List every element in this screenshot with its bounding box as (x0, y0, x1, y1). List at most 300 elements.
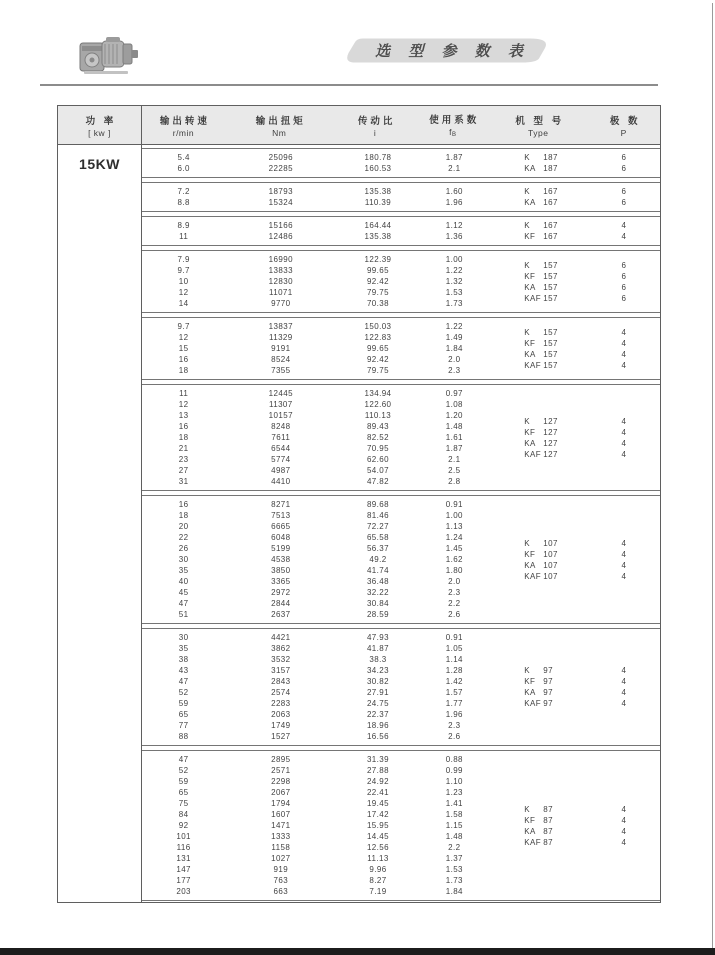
service-factor-label: 使用系数 (429, 115, 480, 126)
data-row (142, 565, 489, 576)
service-factor-cell: 1.53 (445, 865, 463, 874)
ratio-cell: 150.03 (364, 322, 392, 331)
model-type (524, 538, 587, 549)
model-size: 97 (543, 688, 553, 697)
data-row (142, 465, 489, 476)
output-speed-cell: 101 (176, 832, 191, 841)
parameter-group (142, 384, 660, 491)
output-speed-header (142, 106, 225, 144)
model-size: 157 (543, 271, 558, 281)
output-speed-cell: 12 (178, 288, 189, 297)
output-speed-cell: 23 (178, 455, 189, 464)
ratio-cell: 92.42 (366, 277, 389, 286)
model-prefix: KAF (524, 360, 542, 370)
service-factor-cell: 0.88 (445, 755, 463, 764)
ratio-cell: 79.75 (366, 288, 389, 297)
output-torque-cell: 8248 (271, 422, 291, 431)
service-factor-cell: 1.53 (445, 288, 463, 297)
output-torque-cell: 11329 (268, 333, 293, 342)
service-factor-cell: 1.20 (445, 411, 463, 420)
service-factor-cell: 2.2 (448, 843, 461, 852)
pole-count: 4 (621, 666, 626, 675)
pole-count: 4 (621, 826, 626, 836)
model-size: 107 (543, 549, 558, 559)
data-row (142, 499, 489, 510)
model-type (524, 837, 587, 848)
output-speed-cell: 75 (178, 799, 189, 808)
model-type (524, 665, 587, 676)
ratio-cell: 72.27 (366, 522, 389, 531)
data-row (142, 720, 489, 731)
model-size: 157 (543, 260, 558, 270)
ratio-cell: 18.96 (366, 721, 389, 730)
model-type (524, 416, 587, 427)
output-speed-cell: 52 (178, 766, 189, 775)
output-torque-cell: 11071 (268, 288, 293, 297)
model-size: 157 (543, 360, 558, 370)
model-prefix: KAF (524, 699, 542, 708)
ratio-cell: 22.37 (366, 710, 389, 719)
data-row (142, 388, 489, 399)
service-factor-cell: 1.22 (445, 266, 463, 275)
output-torque-cell: 3157 (271, 666, 291, 675)
header-divider (40, 84, 658, 86)
service-factor-cell: 1.96 (445, 198, 463, 207)
output-speed-cell: 116 (176, 843, 191, 852)
output-torque-cell: 9191 (271, 344, 291, 353)
output-torque-cell: 919 (273, 865, 289, 874)
service-factor-cell: 2.1 (448, 164, 461, 173)
model-prefix: KAF (524, 293, 542, 303)
model-size: 107 (543, 538, 558, 548)
model-prefix: K (524, 260, 531, 270)
output-speed-cell: 147 (176, 865, 191, 874)
ratio-label: 传动比 (357, 115, 396, 127)
model-type (524, 231, 587, 242)
model-prefix: KA (524, 438, 536, 448)
pole-count: 4 (621, 571, 626, 581)
model-size: 97 (543, 666, 553, 675)
model-size: 187 (543, 164, 558, 173)
output-speed-cell: 35 (178, 566, 189, 575)
model-type (524, 804, 587, 815)
model-size: 107 (543, 571, 558, 581)
model-size: 97 (543, 677, 553, 686)
service-factor-cell: 1.12 (445, 221, 463, 230)
data-row (142, 587, 489, 598)
output-speed-cell: 27 (178, 466, 189, 475)
service-factor-cell: 2.6 (448, 732, 461, 741)
model-size: 187 (543, 153, 558, 162)
model-type (524, 163, 587, 174)
data-row (142, 864, 489, 875)
model-header (489, 106, 587, 144)
pole-count: 4 (621, 338, 626, 348)
ratio-cell: 70.38 (366, 299, 389, 308)
ratio-cell: 47.82 (366, 477, 389, 486)
service-factor-cell: 1.60 (445, 187, 463, 196)
service-factor-cell: 1.61 (445, 433, 463, 442)
ratio-cell: 41.74 (366, 566, 389, 575)
output-torque-cell: 1607 (271, 810, 291, 819)
output-speed-cell: 6.0 (177, 164, 190, 173)
ratio-cell: 17.42 (366, 810, 389, 819)
ratio-cell: 135.38 (364, 187, 392, 196)
output-torque-unit: Nm (272, 127, 287, 138)
model-size: 167 (543, 232, 558, 241)
output-torque-cell: 5199 (271, 544, 291, 553)
group-types (489, 186, 587, 208)
service-factor-cell: 2.8 (448, 477, 461, 486)
service-factor-cell: 1.14 (445, 655, 463, 664)
output-torque-cell: 4538 (271, 555, 291, 564)
data-row (142, 731, 489, 742)
output-torque-cell: 8271 (271, 500, 291, 509)
service-factor-cell: 1.49 (445, 333, 463, 342)
model-prefix: KF (524, 815, 536, 825)
data-row (142, 554, 489, 565)
pole-count: 6 (621, 198, 626, 207)
group-poles (587, 186, 660, 208)
group-rows (142, 632, 489, 742)
output-speed-cell: 21 (178, 444, 189, 453)
output-torque-cell: 2067 (271, 788, 291, 797)
model-type (524, 560, 587, 571)
pole-count: 6 (621, 164, 626, 173)
output-torque-cell: 4421 (271, 633, 291, 642)
model-type (524, 197, 587, 208)
output-speed-cell: 9.7 (177, 322, 190, 331)
output-torque-cell: 10157 (268, 411, 293, 420)
service-factor-cell: 0.91 (445, 500, 463, 509)
group-rows (142, 321, 489, 376)
output-speed-cell: 45 (178, 588, 189, 597)
data-row (142, 598, 489, 609)
ratio-cell: 34.23 (366, 666, 389, 675)
model-size: 127 (543, 449, 558, 459)
group-rows (142, 220, 489, 242)
pole-count: 4 (621, 327, 626, 337)
output-torque-cell: 13833 (268, 266, 293, 275)
model-type (524, 260, 587, 271)
group-rows (142, 388, 489, 487)
model-prefix: KF (524, 232, 536, 241)
group-types (489, 632, 587, 742)
service-factor-cell: 1.15 (445, 821, 463, 830)
output-speed-cell: 52 (178, 688, 189, 697)
output-torque-cell: 12445 (268, 389, 293, 398)
output-speed-cell: 35 (178, 644, 189, 653)
output-torque-cell: 15324 (268, 198, 293, 207)
service-factor-cell: 1.05 (445, 644, 463, 653)
ratio-cell: 31.39 (366, 755, 389, 764)
output-torque-cell: 1527 (271, 732, 291, 741)
model-size: 167 (543, 187, 558, 196)
pole-count: 4 (621, 538, 626, 548)
ratio-cell: 82.52 (366, 433, 389, 442)
ratio-cell: 8.27 (369, 876, 387, 885)
data-row (142, 163, 489, 174)
output-speed-cell: 203 (176, 887, 191, 896)
pole-count: 4 (621, 677, 626, 686)
ratio-cell: 99.65 (366, 344, 389, 353)
output-torque-cell: 3365 (271, 577, 291, 586)
ratio-cell: 110.39 (364, 198, 392, 207)
service-factor-cell: 2.0 (448, 577, 461, 586)
service-factor-cell: 1.00 (445, 255, 463, 264)
output-torque-cell: 1027 (271, 854, 291, 863)
output-torque-cell: 1794 (271, 799, 291, 808)
group-poles (587, 632, 660, 742)
model-type (524, 438, 587, 449)
output-torque-cell: 1158 (271, 843, 291, 852)
service-factor-cell: 1.87 (445, 153, 463, 162)
pole-count: 6 (621, 153, 626, 162)
data-row (142, 410, 489, 421)
output-torque-cell: 2571 (271, 766, 291, 775)
ratio-header (334, 106, 417, 144)
output-speed-cell: 47 (178, 755, 189, 764)
group-types (489, 220, 587, 242)
model-label: 机 型 号 (515, 115, 565, 127)
output-torque-cell: 7513 (271, 511, 291, 520)
service-factor-cell: 1.28 (445, 666, 463, 675)
model-prefix: K (524, 416, 531, 426)
model-prefix: KA (524, 198, 536, 207)
service-factor-cell: 1.13 (445, 522, 463, 531)
service-factor-cell: 1.84 (445, 887, 463, 896)
service-factor-cell: 1.77 (445, 699, 463, 708)
output-torque-cell: 2843 (271, 677, 291, 686)
ratio-cell: 49.2 (369, 555, 387, 564)
service-factor-cell: 0.99 (445, 766, 463, 775)
model-size: 87 (543, 826, 553, 836)
parameter-group (142, 216, 660, 246)
ratio-cell: 11.13 (367, 854, 389, 863)
model-size: 87 (543, 837, 553, 847)
service-factor-cell: 1.22 (445, 322, 463, 331)
data-row (142, 609, 489, 620)
model-size: 127 (543, 438, 558, 448)
output-torque-cell: 15166 (268, 221, 293, 230)
pole-count: 6 (621, 282, 626, 292)
output-torque-cell: 2283 (271, 699, 291, 708)
pole-count: 4 (621, 804, 626, 814)
data-row (142, 343, 489, 354)
model-prefix: K (524, 221, 531, 230)
ratio-cell: 180.78 (364, 153, 392, 162)
group-types (489, 254, 587, 309)
output-speed-cell: 7.9 (177, 255, 190, 264)
output-torque-cell: 763 (273, 876, 289, 885)
model-type (524, 282, 587, 293)
selection-parameter-table (57, 105, 661, 903)
model-type (524, 220, 587, 231)
model-type (524, 571, 587, 582)
data-row (142, 443, 489, 454)
ratio-cell: 56.37 (366, 544, 389, 553)
service-factor-cell: 2.1 (448, 455, 461, 464)
data-row (142, 197, 489, 208)
ratio-cell: 12.56 (366, 843, 389, 852)
output-speed-cell: 11 (179, 232, 189, 241)
pole-count: 4 (621, 438, 626, 448)
service-factor-cell: 2.2 (448, 599, 461, 608)
parameter-group (142, 182, 660, 212)
output-speed-cell: 30 (178, 555, 189, 564)
service-factor-cell: 1.62 (445, 555, 463, 564)
data-row (142, 354, 489, 365)
service-factor-cell: 1.45 (445, 544, 463, 553)
ratio-cell: 30.82 (366, 677, 389, 686)
data-row (142, 510, 489, 521)
model-type (524, 293, 587, 304)
output-torque-cell: 1471 (271, 821, 291, 830)
model-size: 97 (543, 699, 553, 708)
service-factor-cell: 0.97 (445, 389, 463, 398)
service-factor-cell: 1.00 (445, 511, 463, 520)
model-prefix: KF (524, 271, 536, 281)
data-row (142, 265, 489, 276)
parameter-group (142, 148, 660, 178)
model-size: 157 (543, 349, 558, 359)
data-row (142, 152, 489, 163)
output-speed-cell: 11 (179, 389, 189, 398)
data-row (142, 576, 489, 587)
output-torque-header (225, 106, 334, 144)
model-prefix: KF (524, 677, 536, 686)
model-size: 167 (543, 198, 558, 207)
gear-motor-photo-icon (78, 31, 142, 79)
ratio-cell: 89.43 (366, 422, 389, 431)
output-speed-cell: 16 (178, 355, 189, 364)
group-poles (587, 220, 660, 242)
ratio-cell: 99.65 (366, 266, 389, 275)
output-speed-cell: 14 (178, 299, 189, 308)
output-torque-cell: 7355 (271, 366, 291, 375)
power-header-unit: [ kw ] (88, 127, 111, 138)
output-speed-cell: 88 (178, 732, 189, 741)
model-type (524, 815, 587, 826)
data-row (142, 698, 489, 709)
output-torque-cell: 2298 (271, 777, 291, 786)
ratio-cell: 164.44 (364, 221, 392, 230)
output-speed-cell: 8.8 (177, 198, 190, 207)
ratio-cell: 41.87 (366, 644, 389, 653)
ratio-cell: 92.42 (366, 355, 389, 364)
model-size: 157 (543, 293, 558, 303)
model-type (524, 698, 587, 709)
ratio-cell: 65.58 (366, 533, 389, 542)
ratio-cell: 54.07 (366, 466, 389, 475)
model-prefix: KF (524, 338, 536, 348)
data-row (142, 643, 489, 654)
output-speed-cell: 26 (178, 544, 189, 553)
ratio-cell: 24.92 (366, 777, 389, 786)
model-type (524, 349, 587, 360)
table-body (58, 145, 660, 902)
data-row (142, 432, 489, 443)
model-prefix: KAF (524, 571, 542, 581)
ratio-cell: 110.13 (364, 411, 392, 420)
service-factor-header (417, 106, 490, 144)
service-factor-cell: 1.87 (445, 444, 463, 453)
output-speed-cell: 65 (178, 788, 189, 797)
service-factor-cell: 1.96 (445, 710, 463, 719)
ratio-cell: 89.68 (366, 500, 389, 509)
service-factor-cell: 2.3 (448, 366, 461, 375)
model-prefix: K (524, 804, 531, 814)
output-speed-cell: 15 (178, 344, 189, 353)
data-row (142, 476, 489, 487)
ratio-cell: 14.45 (366, 832, 389, 841)
data-row (142, 842, 489, 853)
model-type (524, 676, 587, 687)
output-torque-cell: 3850 (271, 566, 291, 575)
data-row (142, 853, 489, 864)
output-torque-cell: 6544 (271, 444, 291, 453)
ratio-cell: 122.60 (364, 400, 392, 409)
group-poles (587, 388, 660, 487)
data-row (142, 365, 489, 376)
service-factor-cell: 1.23 (445, 788, 463, 797)
data-row (142, 220, 489, 231)
output-speed-cell: 51 (178, 610, 189, 619)
data-row (142, 798, 489, 809)
service-factor-cell: 1.37 (445, 854, 463, 863)
model-prefix: K (524, 666, 531, 675)
data-row (142, 886, 489, 897)
model-type (524, 327, 587, 338)
output-speed-cell: 47 (178, 677, 189, 686)
data-row (142, 687, 489, 698)
output-torque-cell: 18793 (268, 187, 293, 196)
data-row (142, 287, 489, 298)
power-column (58, 145, 142, 902)
output-speed-cell: 59 (178, 777, 189, 786)
group-poles (587, 152, 660, 174)
pole-count: 4 (621, 449, 626, 459)
table-body-groups (142, 145, 660, 902)
group-types (489, 321, 587, 376)
output-speed-cell: 12 (178, 333, 189, 342)
model-unit: Type (528, 127, 549, 138)
data-row (142, 321, 489, 332)
model-prefix: KAF (524, 837, 542, 847)
model-type (524, 338, 587, 349)
output-speed-cell: 9.7 (177, 266, 190, 275)
pole-count: 4 (621, 221, 626, 230)
service-factor-cell: 2.0 (448, 355, 461, 364)
service-factor-cell: 1.24 (445, 533, 463, 542)
data-row (142, 332, 489, 343)
output-torque-cell: 6665 (271, 522, 291, 531)
ratio-cell: 27.91 (366, 688, 389, 697)
output-speed-cell: 43 (178, 666, 189, 675)
poles-label: 极 数 (609, 115, 641, 127)
ratio-cell: 28.59 (366, 610, 389, 619)
ratio-cell: 7.19 (369, 887, 387, 896)
service-factor-cell: 1.73 (445, 876, 463, 885)
ratio-cell: 15.95 (366, 821, 389, 830)
parameter-group (142, 750, 660, 901)
output-speed-cell: 12 (178, 400, 189, 409)
model-size: 167 (543, 221, 558, 230)
data-row (142, 654, 489, 665)
data-row (142, 709, 489, 720)
output-speed-cell: 22 (178, 533, 189, 542)
data-row (142, 399, 489, 410)
